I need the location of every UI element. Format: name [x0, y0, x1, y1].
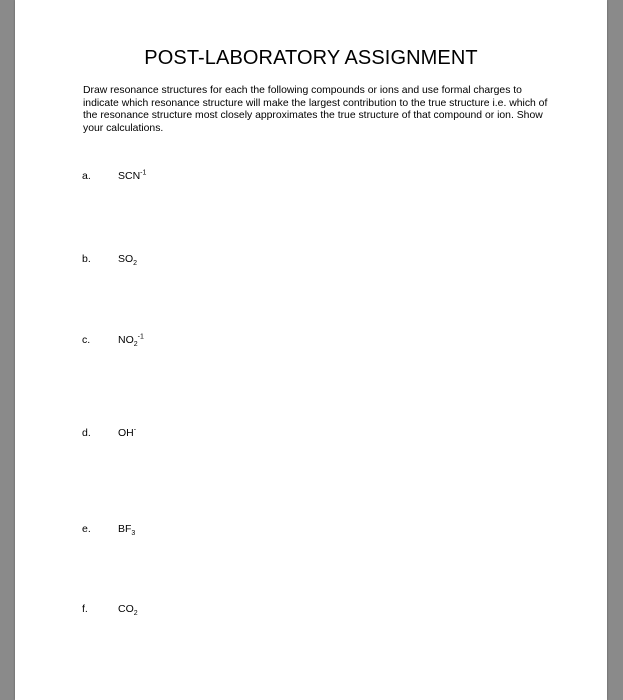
formula-superscript: -1	[137, 333, 144, 341]
item-formula	[118, 603, 138, 618]
instructions-paragraph: Draw resonance structures for each the following compounds or ions and use formal charges to indicate which resonance structure will make the largest contribution to the true structure i.e. which of the resonance structure most closely approximates the true structure of that compound or ion. Show your calculations.	[83, 85, 548, 134]
formula-base: BF	[118, 523, 132, 535]
item-formula	[118, 523, 136, 538]
item-formula	[118, 427, 136, 439]
item-letter: c.	[82, 334, 91, 346]
formula-subscript: 2	[133, 260, 138, 268]
item-letter: b.	[82, 253, 91, 265]
item-letter: e.	[82, 523, 91, 535]
formula-base: CO	[118, 603, 134, 615]
formula-base: NO	[118, 334, 134, 346]
formula-superscript: -1	[140, 169, 147, 177]
item-letter: d.	[82, 427, 91, 439]
item-letter: a.	[82, 170, 91, 182]
formula-subscript: 2	[133, 610, 138, 618]
formula-subscript: 3	[131, 530, 136, 538]
formula-subscript: 2	[133, 341, 138, 349]
item-letter: f.	[82, 603, 88, 615]
item-formula	[118, 170, 146, 182]
formula-base: OH	[118, 427, 134, 439]
formula-base: SCN	[118, 170, 141, 182]
formula-base: SO	[118, 253, 134, 265]
item-formula	[118, 333, 144, 349]
item-formula	[118, 253, 138, 268]
document-page	[15, 0, 607, 700]
page-title: POST-LABORATORY ASSIGNMENT	[144, 47, 478, 69]
formula-superscript: -	[133, 426, 137, 434]
